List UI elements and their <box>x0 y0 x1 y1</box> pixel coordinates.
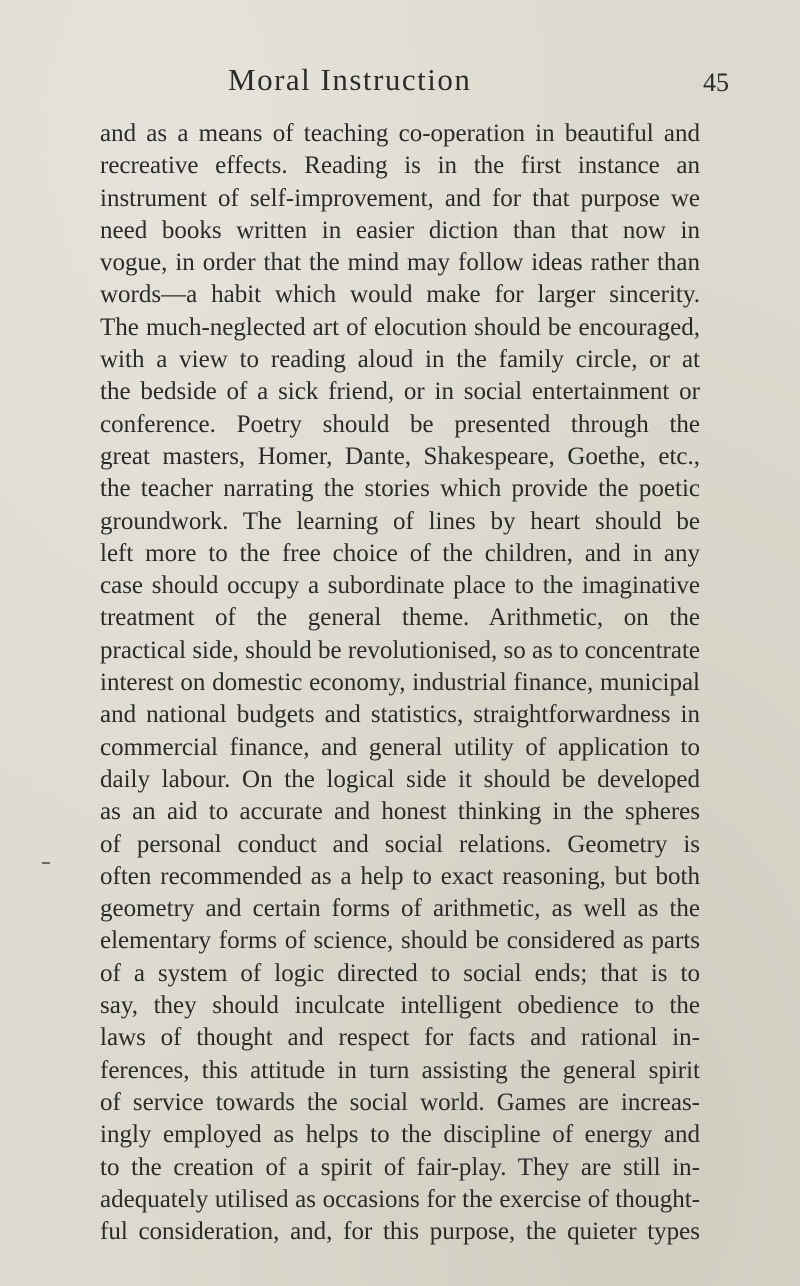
text-line: say, they should inculcate intelligent obedience to the <box>100 992 700 1020</box>
text-line: ingly employed as helps to the discipline of energy and <box>100 1121 700 1149</box>
text-line: of a system of logic directed to social ends; that is to <box>100 959 700 987</box>
text-line: left more to the free choice of the children, and in any <box>100 539 700 567</box>
margin-mark <box>42 862 50 864</box>
text-line: The much-neglected art of elocution should be encouraged, <box>100 313 700 341</box>
running-head <box>0 60 800 100</box>
text-line: geometry and certain forms of arithmetic, as well as the <box>100 895 700 923</box>
text-line: the bedside of a sick friend, or in social entertainment or <box>100 378 700 406</box>
text-line: words—a habit which would make for larger sincerity. <box>100 281 700 309</box>
text-line: ferences, this attitude in turn assisting the general spirit <box>100 1056 700 1084</box>
text-line: adequately utilised as occasions for the exercise of thought- <box>100 1185 700 1213</box>
text-line: interest on domestic economy, industrial finance, municipal <box>100 669 700 697</box>
text-line: vogue, in order that the mind may follow ideas rather than <box>100 249 700 277</box>
text-line: elementary forms of science, should be considered as parts <box>100 927 700 955</box>
text-line: recreative effects. Reading is in the first instance an <box>100 152 700 180</box>
text-line: as an aid to accurate and honest thinking in the spheres <box>100 798 700 826</box>
text-line: conference. Poetry should be presented through the <box>100 410 700 438</box>
text-line: of personal conduct and social relations. Geometry is <box>100 830 700 858</box>
text-line: treatment of the general theme. Arithmetic, on the <box>100 604 700 632</box>
text-line: and national budgets and statistics, straightforwardness in <box>100 701 700 729</box>
text-line: with a view to reading aloud in the family circle, or at <box>100 346 700 374</box>
text-line: to the creation of a spirit of fair-play. They are still in- <box>100 1153 700 1181</box>
body-paragraph <box>100 118 700 1248</box>
page-number: 45 <box>703 68 729 97</box>
text-line: instrument of self-improvement, and for that purpose we <box>100 184 700 212</box>
text-line: of service towards the social world. Games are increas- <box>100 1088 700 1116</box>
text-line: ful consideration, and, for this purpose, the quieter types <box>100 1218 700 1246</box>
text-line: groundwork. The learning of lines by heart should be <box>100 507 700 535</box>
text-line: often recommended as a help to exact reasoning, but both <box>100 862 700 890</box>
text-line: laws of thought and respect for facts and rational in- <box>100 1024 700 1052</box>
text-line: need books written in easier diction than that now in <box>100 216 700 244</box>
text-line: and as a means of teaching co-operation in beautiful and <box>100 120 700 147</box>
text-line: daily labour. On the logical side it should be developed <box>100 765 700 793</box>
text-line: great masters, Homer, Dante, Shakespeare, Goethe, etc., <box>100 442 700 470</box>
text-line: the teacher narrating the stories which provide the poetic <box>100 475 700 503</box>
text-line: case should occupy a subordinate place to the imaginative <box>100 572 700 600</box>
running-head-title: Moral Instruction <box>228 62 472 97</box>
text-line: practical side, should be revolutionised, so as to concentrate <box>100 636 700 664</box>
text-line: commercial finance, and general utility of application to <box>100 733 700 761</box>
